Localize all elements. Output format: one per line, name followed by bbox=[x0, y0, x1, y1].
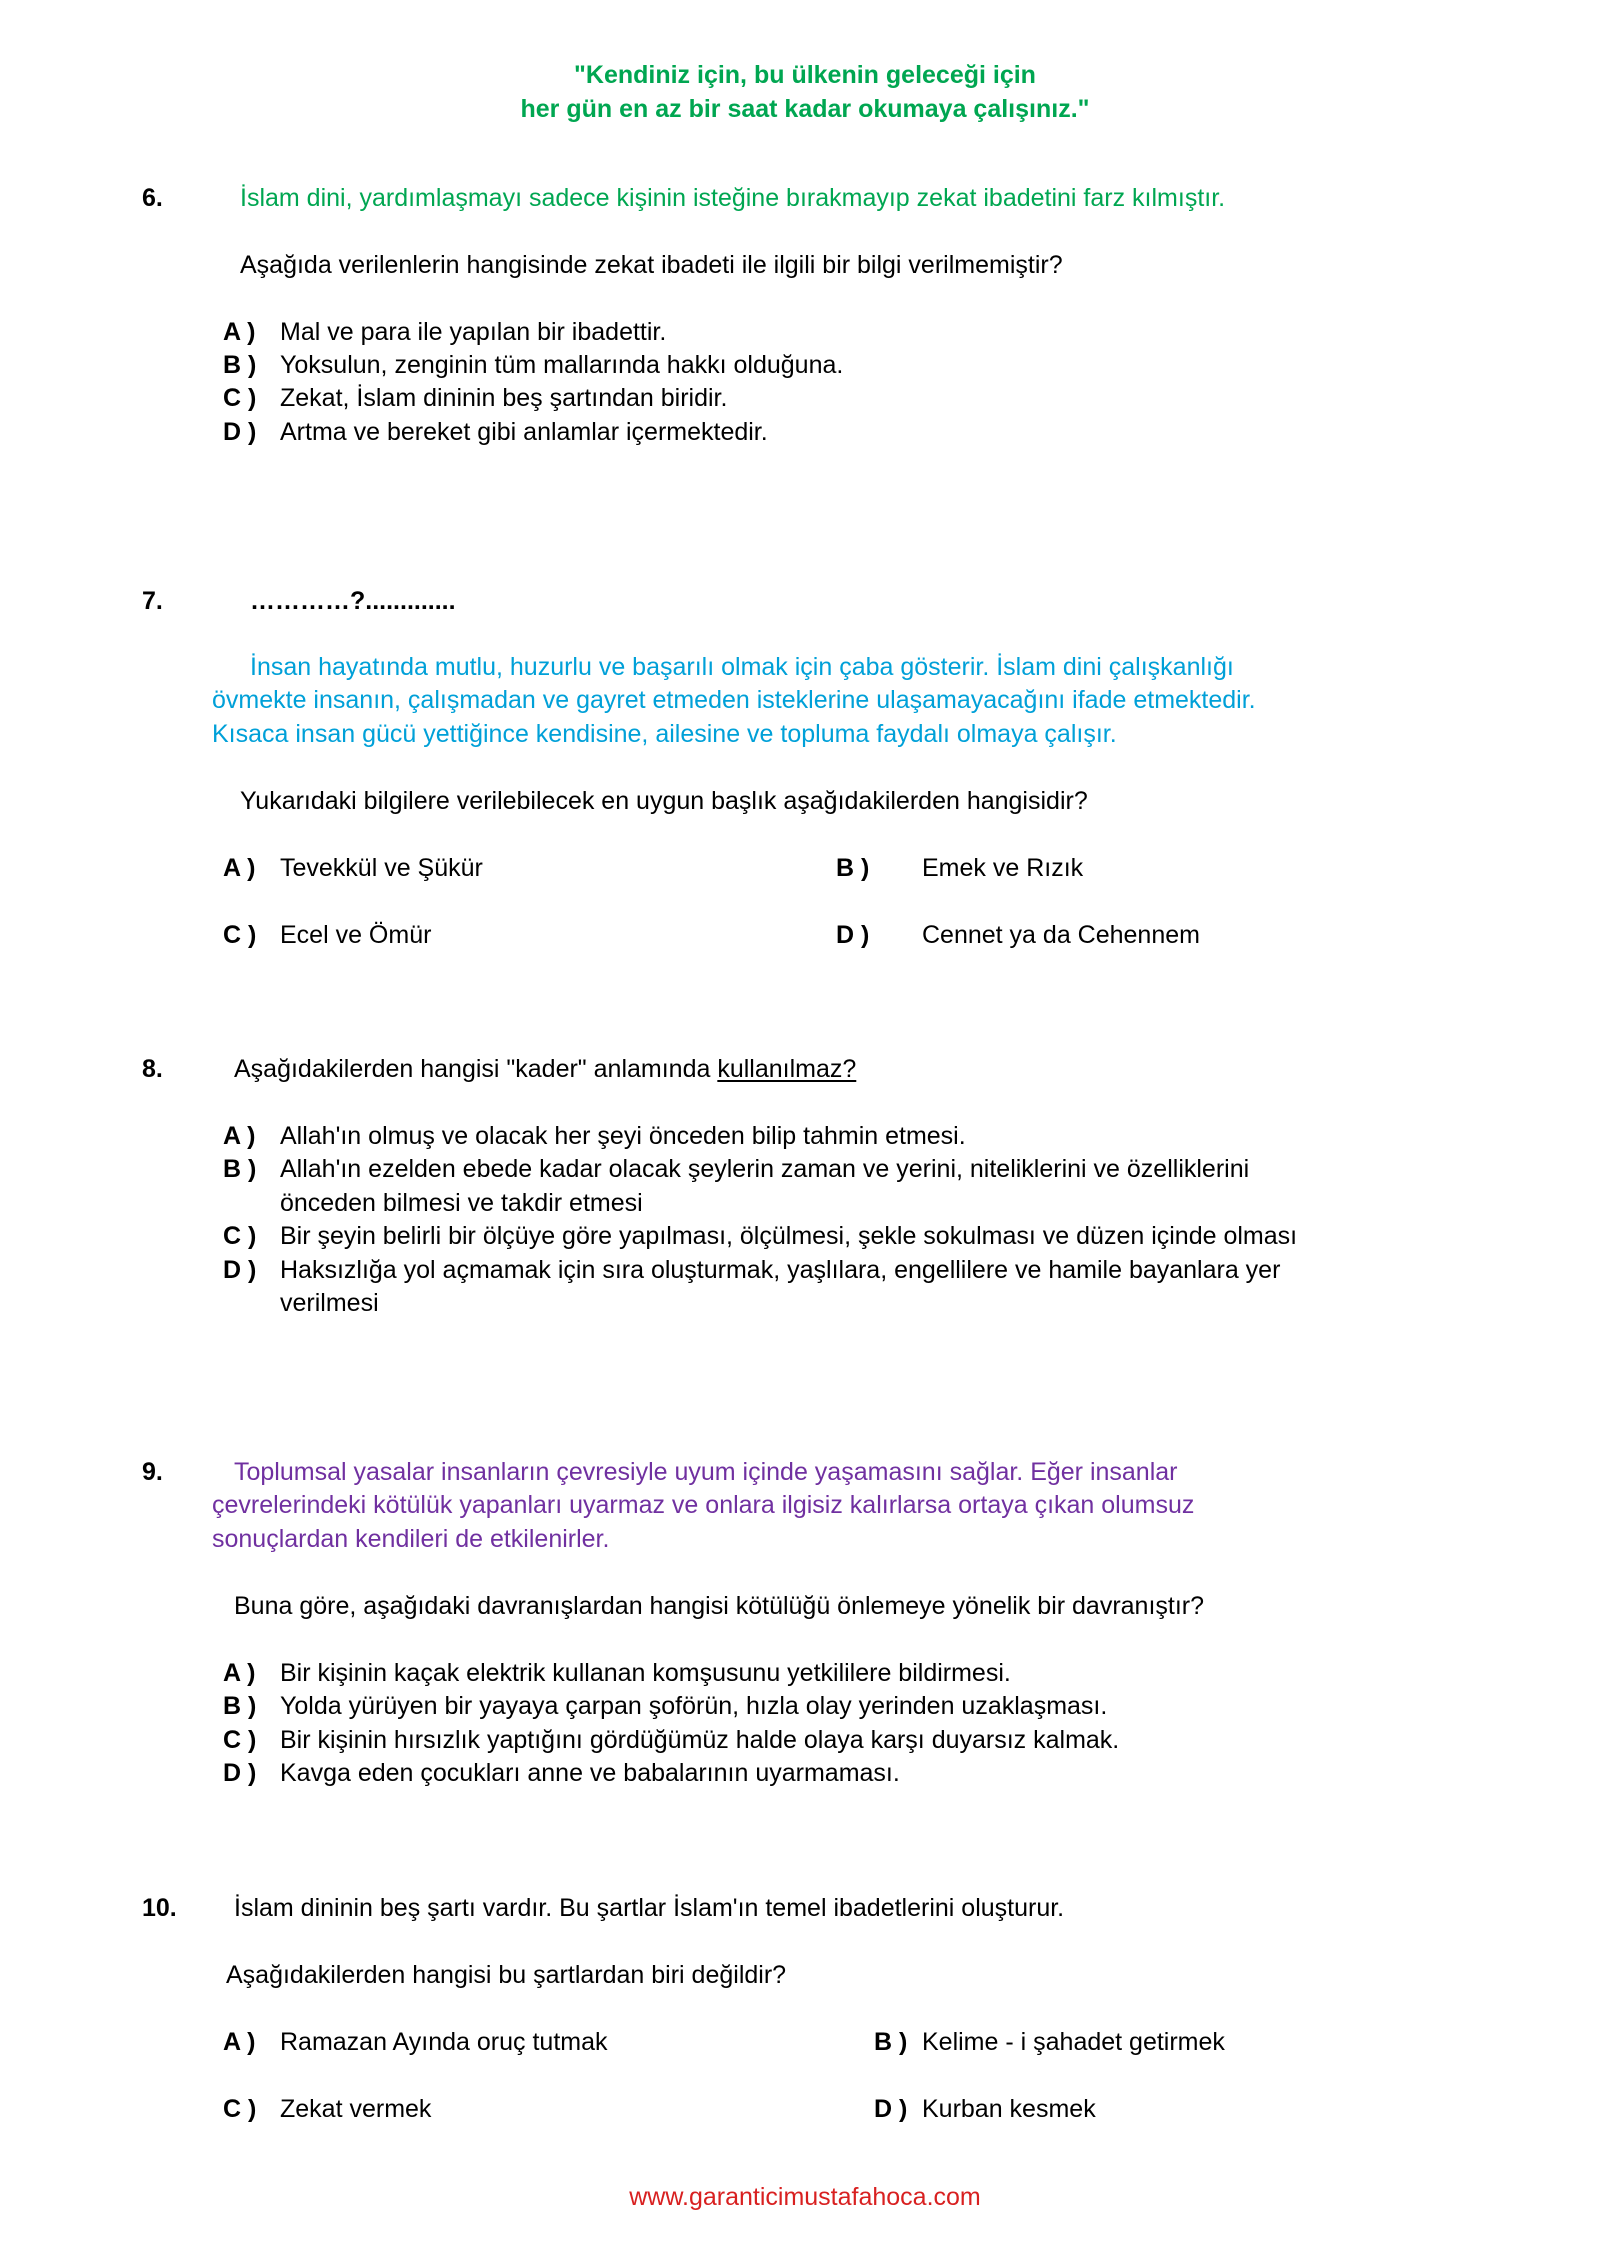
option-text: Tevekkül ve Şükür bbox=[280, 854, 483, 882]
option-text: Bir kişinin hırsızlık yaptığını gördüğümüz halde olaya karşı duyarsız kalmak. bbox=[280, 1726, 1120, 1754]
question-intro: İslam dini, yardımlaşmayı sadece kişinin isteğine bırakmayıp zekat ibadetini farz kılmıştır. bbox=[240, 184, 1226, 212]
option-text: Kelime - i şahadet getirmek bbox=[922, 2028, 1225, 2056]
option-label: D ) bbox=[223, 418, 257, 446]
question-text: Aşağıda verilenlerin hangisinde zekat ibadeti ile ilgili bir bilgi verilmemiştir? bbox=[240, 251, 1063, 279]
passage-line: övmekte insanın, çalışmadan ve gayret etmeden isteklerine ulaşamayacağını ifade etmektedir. bbox=[212, 686, 1256, 714]
option-text: Bir şeyin belirli bir ölçüye göre yapılması, ölçülmesi, şekle sokulması ve düzen içinde olması bbox=[280, 1222, 1298, 1250]
option-label: C ) bbox=[223, 384, 257, 412]
option-text: Allah'ın olmuş ve olacak her şeyi önceden bilip tahmin etmesi. bbox=[280, 1122, 966, 1150]
header-line-2: her gün en az bir saat kadar okumaya çalışınız." bbox=[520, 95, 1090, 123]
option-label: D ) bbox=[223, 1759, 257, 1787]
passage-line: sonuçlardan kendileri de etkilenirler. bbox=[212, 1525, 610, 1553]
question-text bbox=[234, 1055, 856, 1084]
option-label: C ) bbox=[223, 1222, 257, 1250]
option-label: A ) bbox=[223, 1122, 256, 1150]
option-text: Yoksulun, zenginin tüm mallarında hakkı olduğuna. bbox=[280, 351, 844, 379]
footer bbox=[0, 2183, 1600, 2212]
option-text: Ecel ve Ömür bbox=[280, 921, 432, 949]
question-number: 8. bbox=[142, 1055, 163, 1083]
option-label: D ) bbox=[223, 1256, 257, 1284]
option-text: Cennet ya da Cehennem bbox=[922, 921, 1200, 949]
option-text: Zekat vermek bbox=[280, 2095, 432, 2123]
question-number: 9. bbox=[142, 1458, 163, 1486]
passage-line: İnsan hayatında mutlu, huzurlu ve başarılı olmak için çaba gösterir. İslam dini çalışkanlığı bbox=[250, 653, 1234, 681]
question-text: Yukarıdaki bilgilere verilebilecek en uygun başlık aşağıdakilerden hangisidir? bbox=[240, 787, 1088, 815]
question-text-emphasis: kullanılmaz? bbox=[717, 1055, 857, 1083]
question-text: Buna göre, aşağıdaki davranışlardan hangisi kötülüğü önlemeye yönelik bir davranıştır? bbox=[234, 1592, 1205, 1620]
question-intro: İslam dininin beş şartı vardır. Bu şartlar İslam'ın temel ibadetlerini oluşturur. bbox=[234, 1894, 1065, 1922]
option-text-continued: verilmesi bbox=[280, 1289, 379, 1317]
option-label: B ) bbox=[874, 2028, 908, 2056]
option-label: A ) bbox=[223, 2028, 256, 2056]
option-text: Bir kişinin kaçak elektrik kullanan komşusunu yetkililere bildirmesi. bbox=[280, 1659, 1011, 1687]
option-label: A ) bbox=[223, 318, 256, 346]
option-label: C ) bbox=[223, 1726, 257, 1754]
header-quote bbox=[0, 58, 1600, 126]
option-text: Allah'ın ezelden ebede kadar olacak şeylerin zaman ve yerini, niteliklerini ve özelliklerini bbox=[280, 1155, 1250, 1183]
passage-line: Kısaca insan gücü yettiğince kendisine, ailesine ve topluma faydalı olmaya çalışır. bbox=[212, 720, 1117, 748]
option-text-continued: önceden bilmesi ve takdir etmesi bbox=[280, 1189, 643, 1217]
question-text: Aşağıdakilerden hangisi bu şartlardan biri değildir? bbox=[226, 1961, 787, 1989]
option-label: C ) bbox=[223, 2095, 257, 2123]
option-text: Artma ve bereket gibi anlamlar içermektedir. bbox=[280, 418, 768, 446]
option-label: C ) bbox=[223, 921, 257, 949]
option-text: Kavga eden çocukları anne ve babalarının uyarmaması. bbox=[280, 1759, 900, 1787]
question-number: 10. bbox=[142, 1894, 177, 1922]
option-label: D ) bbox=[874, 2095, 908, 2123]
header-line-1: "Kendiniz için, bu ülkenin geleceği için bbox=[574, 61, 1036, 89]
option-text: Kurban kesmek bbox=[922, 2095, 1096, 2123]
option-label: B ) bbox=[223, 1155, 257, 1183]
passage-line: Toplumsal yasalar insanların çevresiyle uyum içinde yaşamasını sağlar. Eğer insanlar bbox=[234, 1458, 1178, 1486]
question-number: 6. bbox=[142, 184, 163, 212]
option-text: Haksızlığa yol açmamak için sıra oluşturmak, yaşlılara, engellilere ve hamile bayanlara yer bbox=[280, 1256, 1281, 1284]
option-label: A ) bbox=[223, 854, 256, 882]
question-title-blank: …………?............. bbox=[250, 587, 456, 615]
option-label: B ) bbox=[836, 854, 870, 882]
option-text: Mal ve para ile yapılan bir ibadettir. bbox=[280, 318, 667, 346]
option-text: Emek ve Rızık bbox=[922, 854, 1084, 882]
footer-website-link[interactable]: www.garanticimustafahoca.com bbox=[629, 2183, 981, 2211]
option-label: B ) bbox=[223, 351, 257, 379]
passage-line: çevrelerindeki kötülük yapanları uyarmaz ve onlara ilgisiz kalırlarsa ortaya çıkan olumsuz bbox=[212, 1491, 1195, 1519]
option-text: Ramazan Ayında oruç tutmak bbox=[280, 2028, 608, 2056]
option-text: Zekat, İslam dininin beş şartından biridir. bbox=[280, 384, 728, 412]
option-label: D ) bbox=[836, 921, 870, 949]
option-text: Yolda yürüyen bir yayaya çarpan şoförün, hızla olay yerinden uzaklaşması. bbox=[280, 1692, 1108, 1720]
option-label: B ) bbox=[223, 1692, 257, 1720]
option-label: A ) bbox=[223, 1659, 256, 1687]
question-text-prefix: Aşağıdakilerden hangisi "kader" anlamında bbox=[234, 1055, 718, 1083]
question-number: 7. bbox=[142, 587, 163, 615]
